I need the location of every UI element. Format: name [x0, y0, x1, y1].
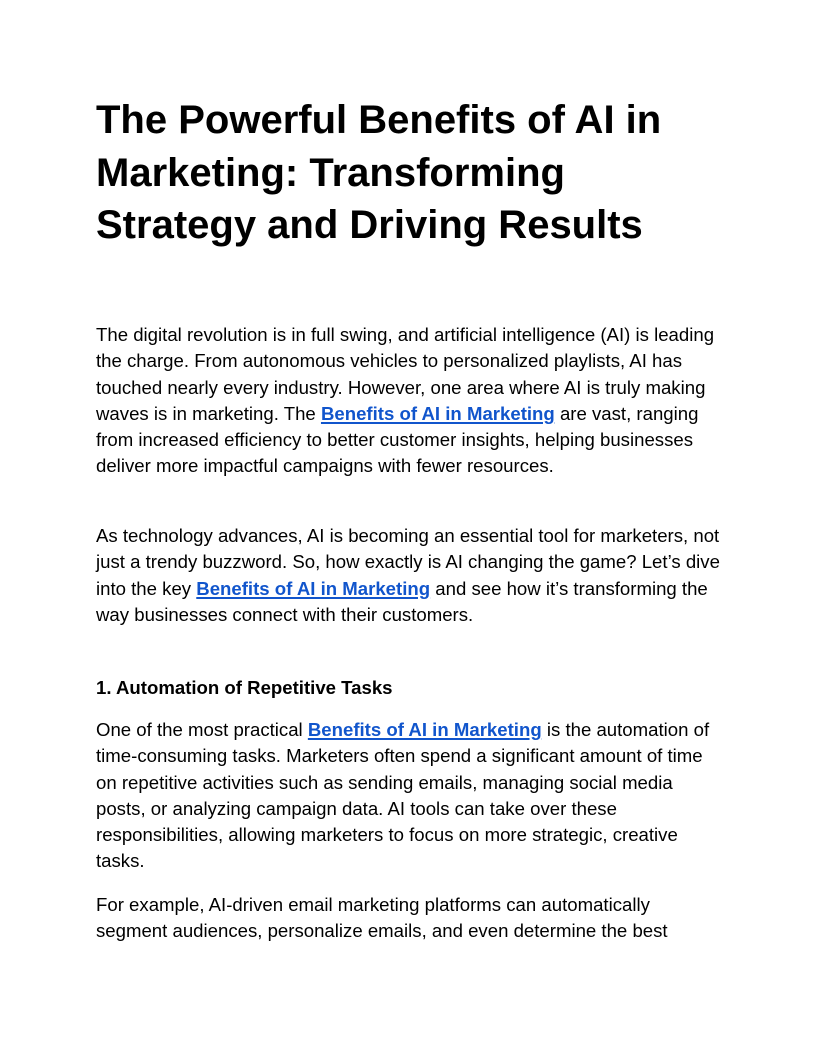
- second-paragraph: [96, 523, 720, 628]
- paragraph-text: and see how it’s transforming the way businesses connect with their customers.: [96, 577, 708, 625]
- benefits-link[interactable]: Benefits of AI in Marketing: [320, 402, 555, 424]
- intro-paragraph: [96, 322, 720, 480]
- example-paragraph: For example, AI-driven email marketing platforms can automatically segment audiences, personalize emails, and even determine the best: [96, 894, 668, 942]
- benefits-link[interactable]: Benefits of AI in Marketing: [196, 577, 431, 599]
- paragraph-text: are vast, ranging from increased efficiency to better customer insights, helping businesses deliver more impactful campaigns with fewer resources.: [96, 402, 699, 477]
- paragraph-text: One of the most practical: [96, 719, 308, 740]
- paragraph-text: As technology advances, AI is becoming an essential tool for marketers, not just a trendy buzzword. So, how exactly is AI changing the game? Let’s dive into the key: [96, 525, 720, 599]
- page-title: The Powerful Benefits of AI in Marketing: Transforming Strategy and Driving Results: [96, 98, 662, 247]
- paragraph-text: The digital revolution is in full swing, and artificial intelligence (AI) is leading the charge. From autonomous vehicles to personalized playlists, AI has touched nearly every industry. However, one area where AI is truly making waves is in marketing. The: [96, 324, 715, 424]
- paragraph-text: is the automation of time-consuming tasks. Marketers often spend a significant amount of time on repetitive activities such as sending emails, managing social media posts, or analyzing campaign data. AI tools can take over these responsibilities, allowing marketers to focus on more strategic, creative tasks.: [96, 719, 710, 872]
- section-paragraph: [96, 717, 720, 875]
- section-heading: 1. Automation of Repetitive Tasks: [96, 677, 393, 698]
- benefits-link[interactable]: Benefits of AI in Marketing: [307, 719, 542, 740]
